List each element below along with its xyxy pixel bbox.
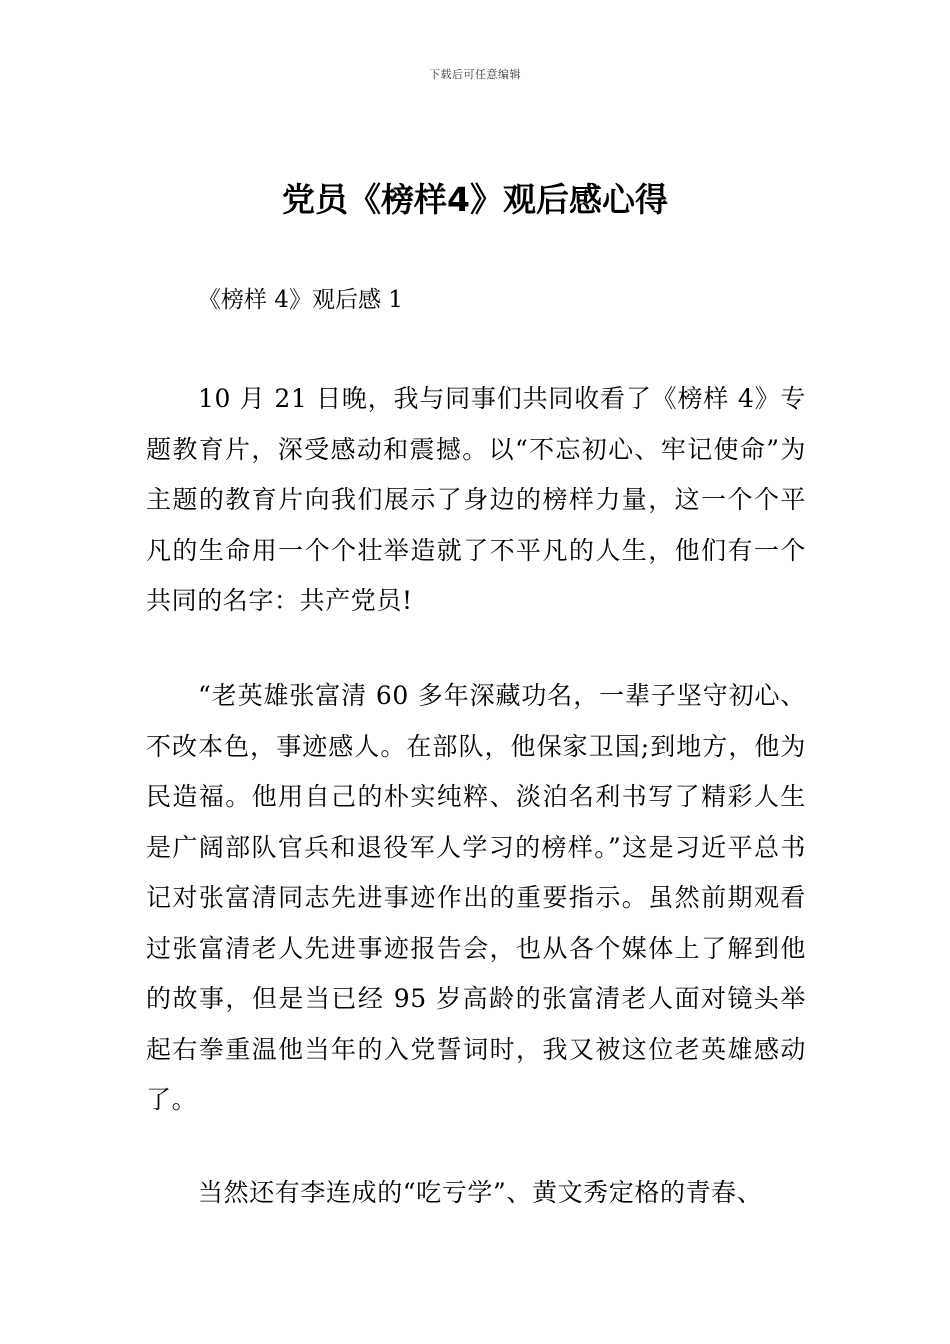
paragraph-2: “老英雄张富清 60 多年深藏功名，一辈子坚守初心、不改本色，事迹感人。在部队，他保家卫国;到地方，他为民造福。他用自己的朴实纯粹、淡泊名利书写了精彩人生是广阔部队官兵和退役军人学习的榜样。”这是习近平总书记对张富清同志先进事迹作出的重要指示。虽然前期观看过张富清老人先进事迹报告会，也从各个媒体上了解到他的故事，但是当已经 95 岁高龄的张富清老人面对镜头举起右拳重温他当年的入党誓词时，我又被这位老英雄感动了。 [146,681,806,1114]
document-title: 党员《榜样4》观后感心得 [282,180,668,219]
paragraph-1: 10 月 21 日晚，我与同事们共同收看了《榜样 4》专题教育片，深受感动和震撼。以“不忘初心、牢记使命”为主题的教育片向我们展示了身边的榜样力量，这一个个平凡的生命用一个个壮举造就了不平凡的人生，他们有一个共同的名字：共产党员! [146,384,806,615]
section-subheading: 《榜样 4》观后感 1 [198,287,403,313]
paragraph-3: 当然还有李连成的“吃亏学”、黄文秀定格的青春、 [198,1178,763,1207]
header-note: 下载后可任意编辑 [429,68,521,81]
